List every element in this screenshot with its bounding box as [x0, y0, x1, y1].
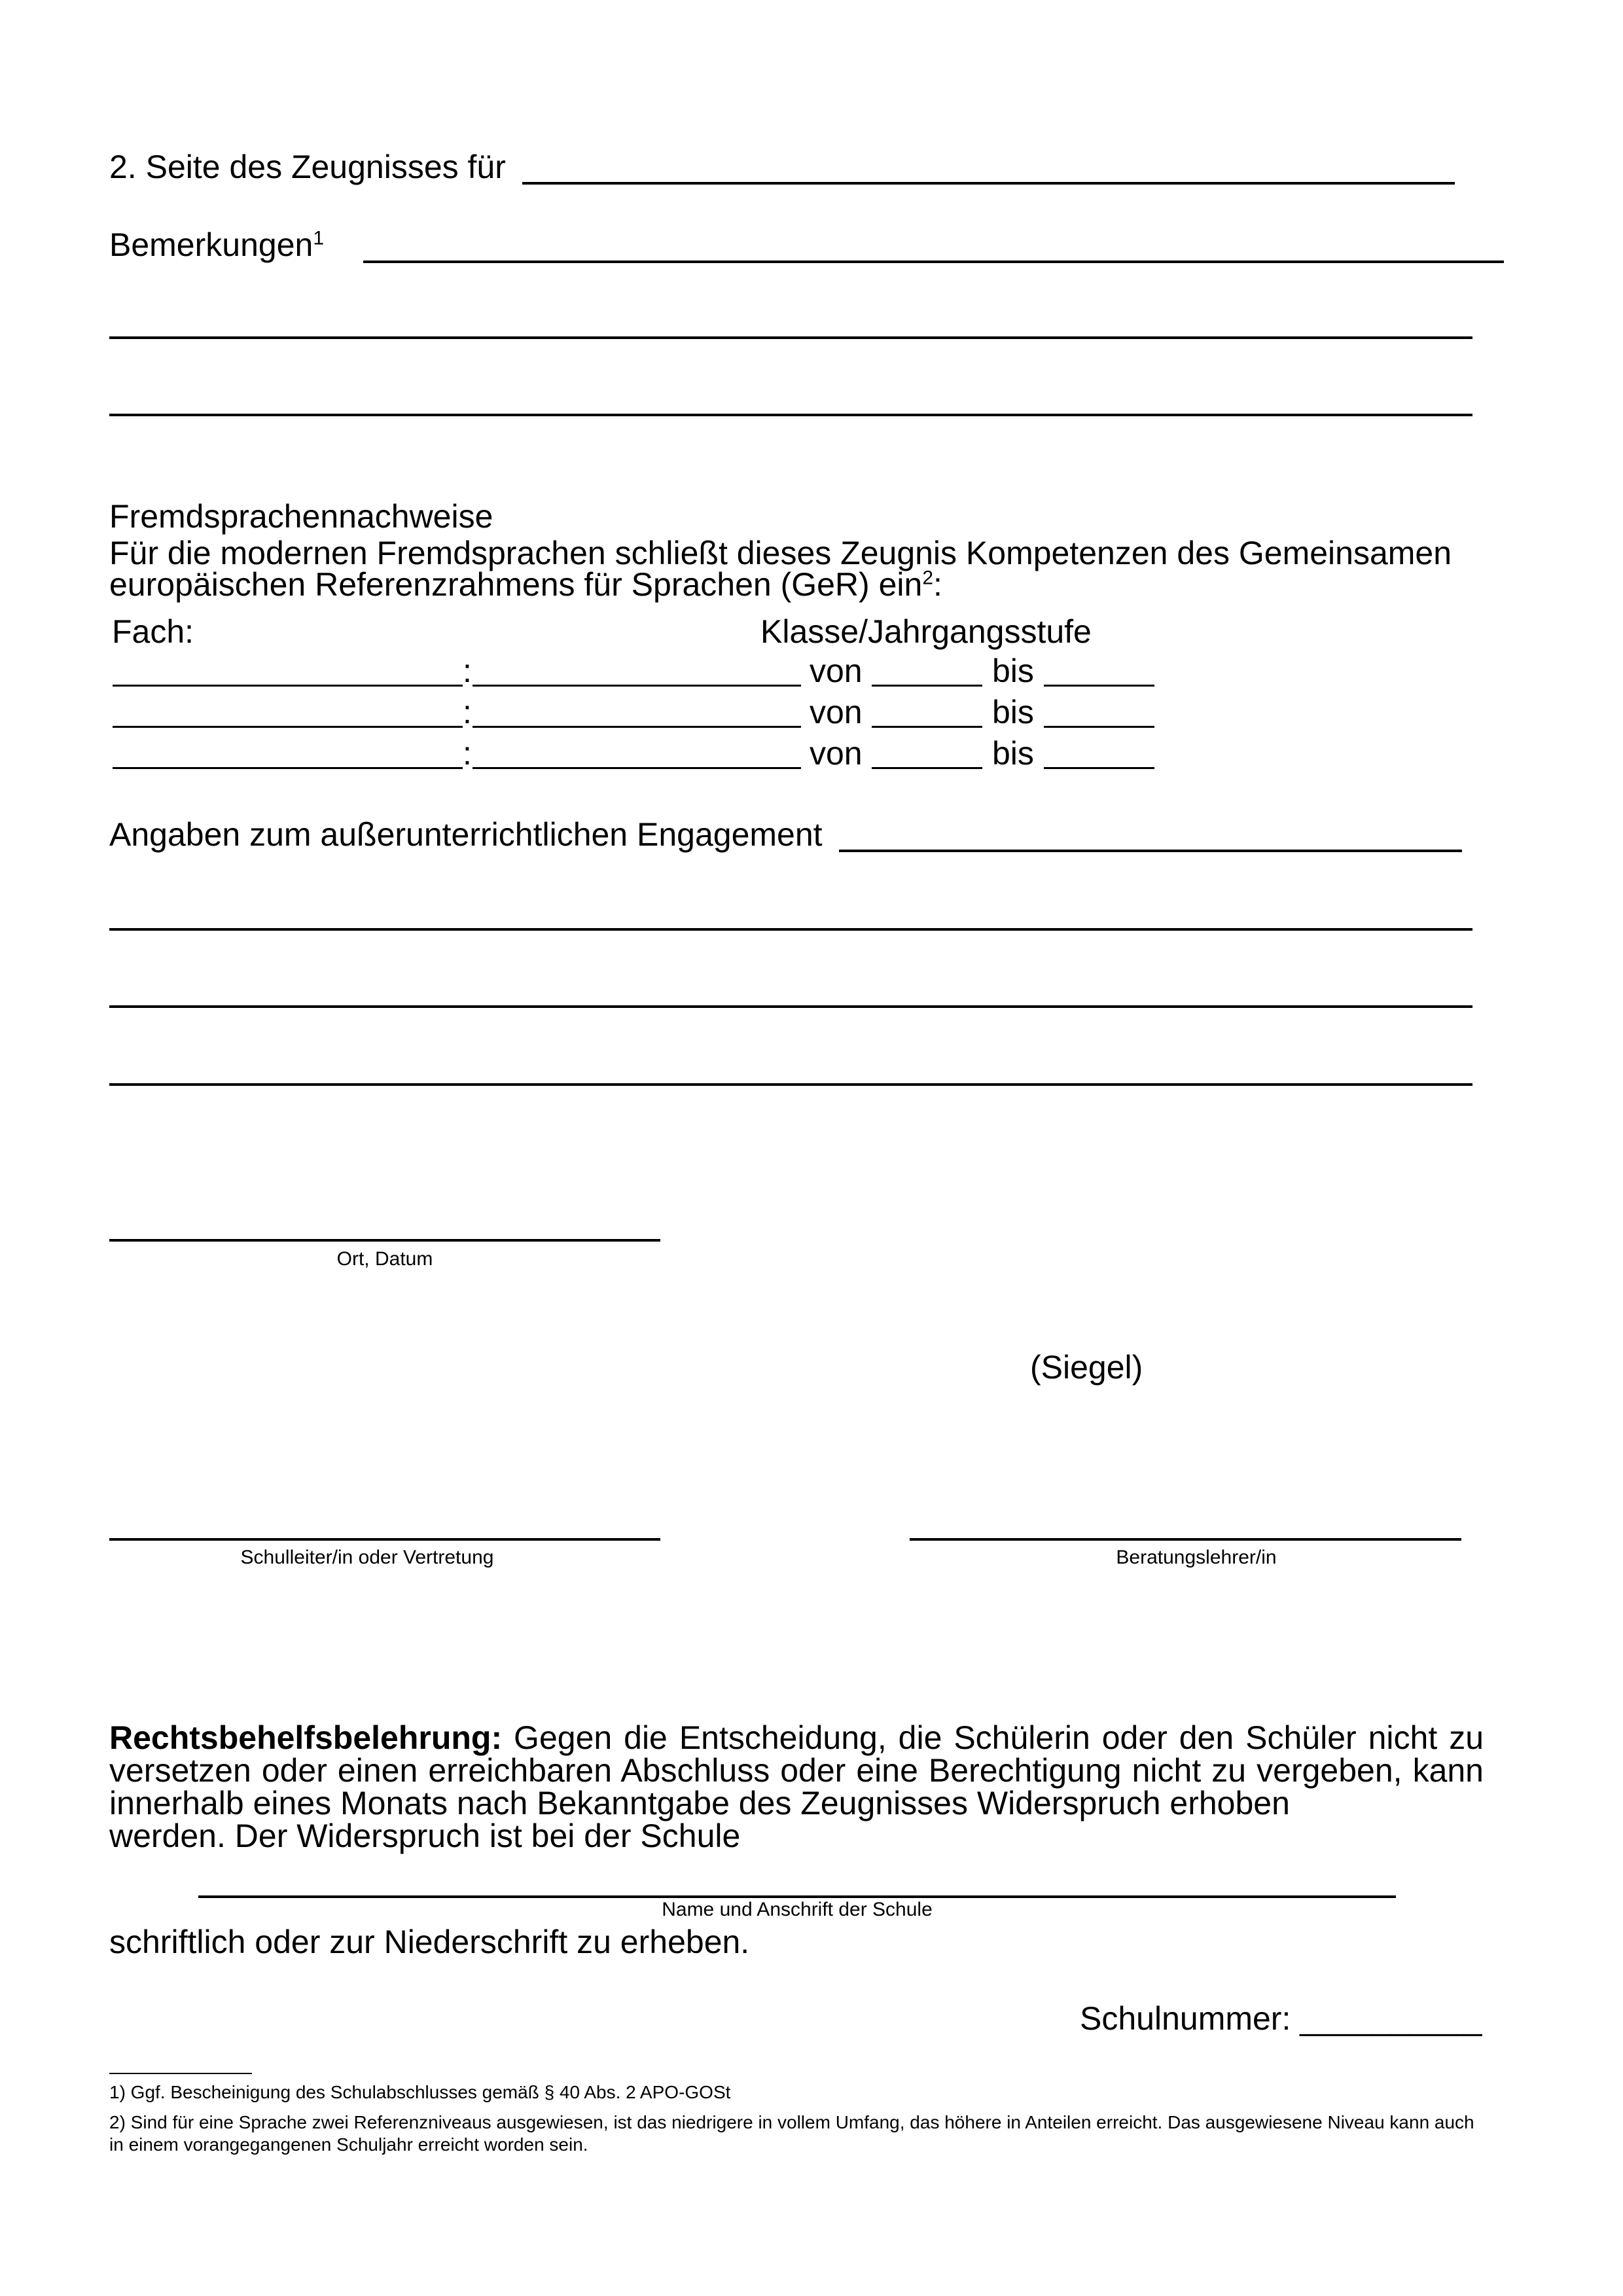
von-label: von: [810, 735, 863, 772]
fremdsprachen-intro-line1: Für die modernen Fremdsprachen schließt dieses Zeugnis Kompetenzen des Gemeinsamen: [109, 535, 1452, 571]
engagement-line-4[interactable]: [109, 1083, 1472, 1086]
row-colon: :: [463, 653, 472, 689]
fremdsprachen-intro-line2: europäischen Referenzrahmens für Sprachen (GeR) ein$^2$:: [109, 566, 942, 603]
von-field[interactable]: [872, 767, 982, 769]
niveau-field[interactable]: [473, 685, 801, 687]
bis-label: bis: [992, 694, 1034, 730]
ort-datum-line[interactable]: [109, 1239, 660, 1242]
schule-caption: Name und Anschrift der Schule: [662, 1899, 933, 1920]
engagement-line-2[interactable]: [109, 928, 1472, 931]
fach-field[interactable]: [113, 767, 463, 769]
niveau-field[interactable]: [473, 767, 801, 769]
beratungslehrer-signature-line[interactable]: [910, 1538, 1461, 1541]
bis-field[interactable]: [1044, 726, 1154, 728]
footnote-2: 2) Sind für eine Sprache zwei Referenzniveaus ausgewiesen, ist das niedrigere in vollem Umfang, das höhere in Anteilen erreicht. Das ausgewiesene Niveau kann auch in einem vorangegangenen Schuljahr erreicht worden sein.: [109, 2112, 1474, 2155]
bis-field[interactable]: [1044, 767, 1154, 769]
bis-label: bis: [992, 653, 1034, 689]
col-fach-header: Fach:: [112, 613, 194, 650]
bemerkungen-line-3[interactable]: [109, 414, 1472, 416]
footnote-ref-1: 1: [313, 227, 324, 249]
fach-field[interactable]: [113, 726, 463, 728]
rechtsbehelf-label: Rechtsbehelfsbelehrung:: [109, 1719, 503, 1756]
schulleiter-signature-line[interactable]: [109, 1538, 660, 1541]
siegel-label: (Siegel): [1030, 1349, 1143, 1386]
schulleiter-caption: Schulleiter/in oder Vertretung: [240, 1547, 494, 1568]
von-label: von: [810, 653, 863, 689]
rechtsbehelf-closing: schriftlich oder zur Niederschrift zu erheben.: [109, 1924, 750, 1960]
beratungslehrer-caption: Beratungslehrer/in: [1116, 1547, 1277, 1568]
schulnummer-label: Schulnummer:: [1080, 2000, 1291, 2037]
row-colon: :: [463, 694, 472, 730]
von-label: von: [810, 694, 863, 730]
bemerkungen-line-2[interactable]: [109, 336, 1472, 339]
student-name-line[interactable]: [522, 182, 1455, 185]
niveau-field[interactable]: [473, 726, 801, 728]
col-klasse-header: Klasse/Jahrgangsstufe: [760, 613, 1092, 650]
footnote-ref-2: 2: [922, 567, 933, 589]
bis-label: bis: [992, 735, 1034, 772]
rechtsbehelf-last-line: werden. Der Widerspruch ist bei der Schule: [109, 1818, 741, 1854]
von-field[interactable]: [872, 685, 982, 687]
von-field[interactable]: [872, 726, 982, 728]
fremdsprachen-heading: Fremdsprachennachweise: [109, 498, 493, 535]
engagement-line-1[interactable]: [839, 850, 1462, 852]
bemerkungen-label: Bemerkungen$^1$: [109, 226, 324, 263]
bemerkungen-line-1[interactable]: [363, 260, 1504, 263]
rechtsbehelf-paragraph: Rechtsbehelfsbelehrung: Gegen die Entscheidung, die Schülerin oder den Schüler nicht zu versetzen oder einen erreichbaren Abschluss oder eine Berechtigung nicht zu vergeben, kann innerhalb eines Monats nach Bekanntgabe des Zeugnisses Widerspruch erhoben: [109, 1719, 1484, 1821]
bis-field[interactable]: [1044, 685, 1154, 687]
schulnummer-row: [1080, 2000, 1482, 2037]
footnote-separator: [109, 2073, 252, 2074]
row-colon: :: [463, 735, 472, 772]
footnote-1: 1) Ggf. Bescheinigung des Schulabschlusses gemäß § 40 Abs. 2 APO-GOSt: [109, 2082, 731, 2102]
schulnummer-field: __________: [1300, 2000, 1482, 2037]
ort-datum-caption: Ort, Datum: [336, 1248, 433, 1270]
engagement-line-3[interactable]: [109, 1005, 1472, 1008]
page-title: 2. Seite des Zeugnisses für: [109, 149, 506, 185]
fach-field[interactable]: [113, 685, 463, 687]
engagement-label: Angaben zum außerunterrichtlichen Engagement: [109, 816, 823, 853]
